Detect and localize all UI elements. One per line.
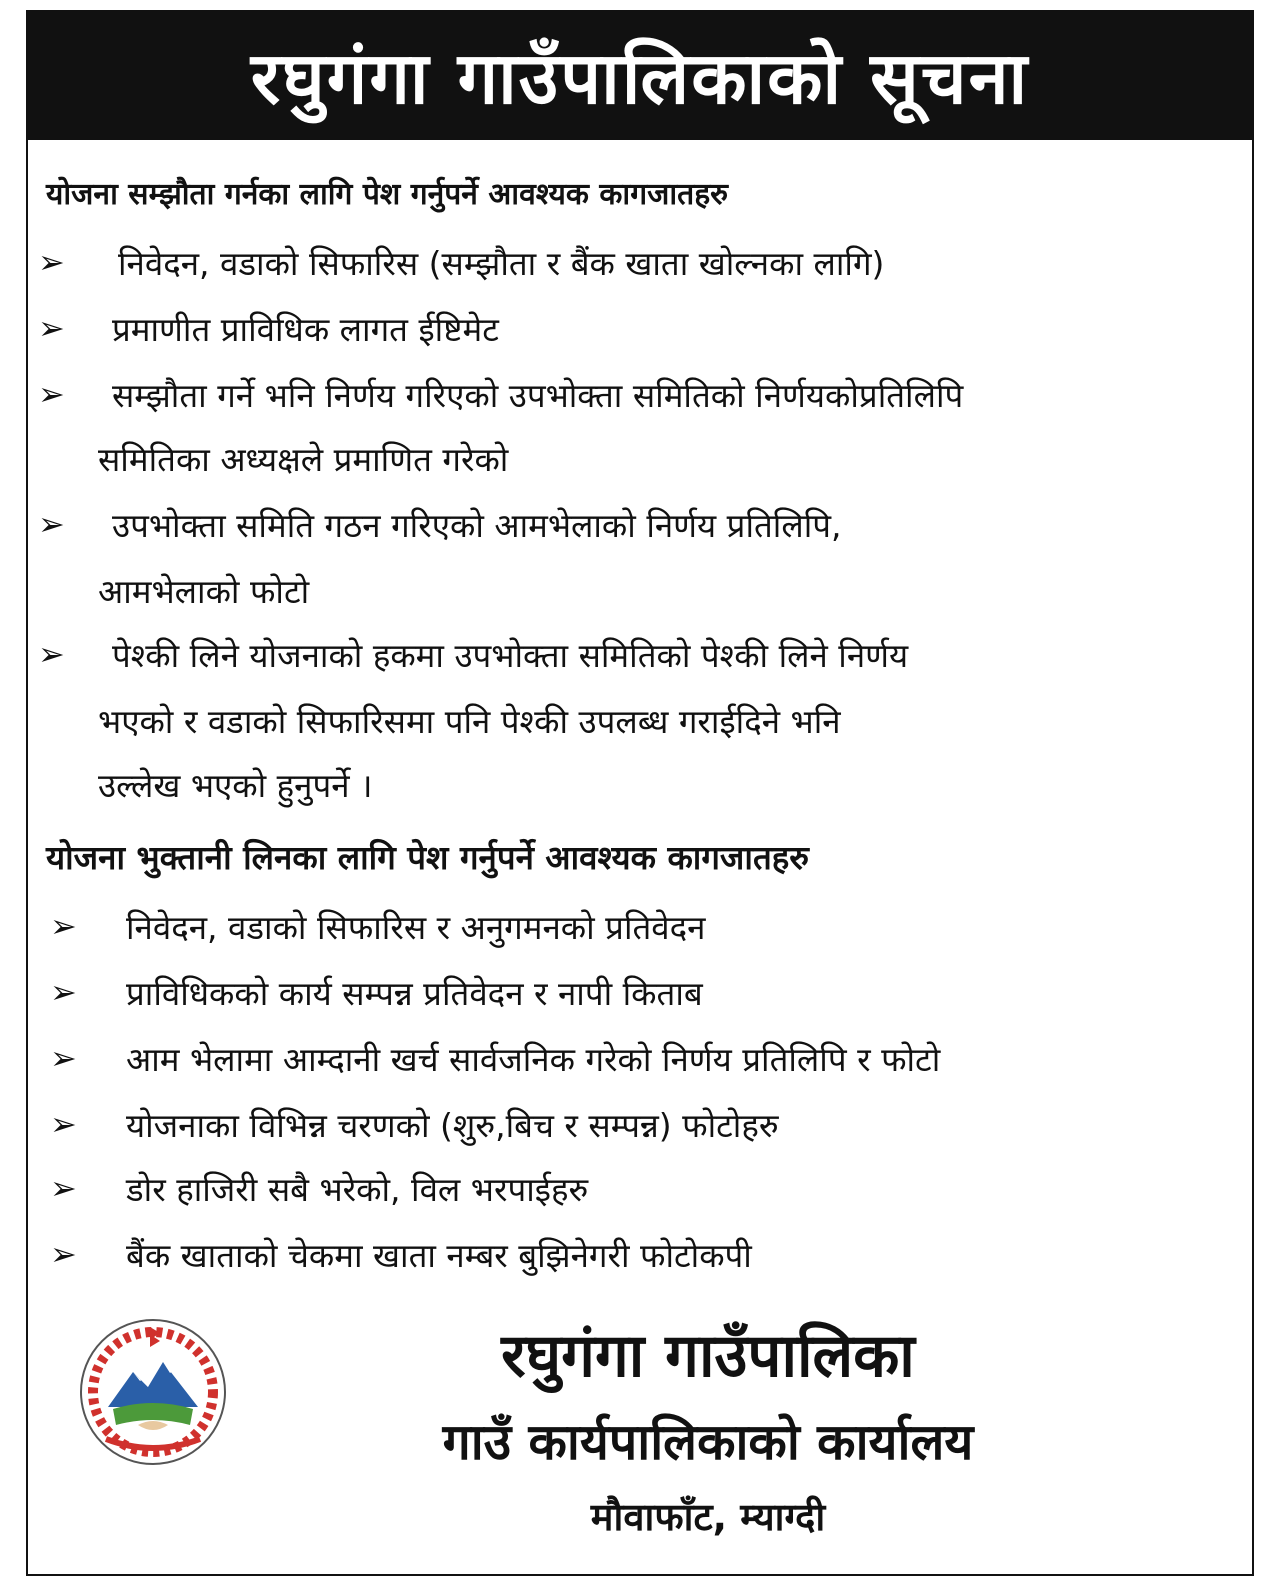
section1-item-3-line1: सम्झौता गर्ने भनि निर्णय गरिएको उपभोक्ता समितिको निर्णयकोप्रतिलिपि — [112, 376, 964, 415]
bullet-arrow-icon: ➢ — [50, 907, 77, 945]
section1-item-2: प्रमाणीत प्राविधिक लागत ईष्टिमेट — [112, 310, 499, 349]
section1-item-5-line1: पेश्की लिने योजनाको हकमा उपभोक्ता समितिको पेश्की लिने निर्णय — [112, 636, 909, 675]
section1-item-1: निवेदन, वडाको सिफारिस (सम्झौता र बैंक खाता खोल्नका लागि) — [118, 244, 885, 283]
section1-heading: योजना सम्झौता गर्नका लागि पेश गर्नुपर्ने आवश्यक कागजातहरु — [46, 177, 729, 212]
notice-title: रघुगंगा गाउँपालिकाको सूचना — [28, 12, 1252, 140]
section1-item-5-line3: उल्लेख भएको हुनुपर्ने । — [98, 766, 373, 805]
bullet-arrow-icon: ➢ — [50, 1105, 77, 1143]
bullet-arrow-icon: ➢ — [50, 1039, 77, 1077]
bullet-arrow-icon: ➢ — [50, 973, 77, 1011]
section1-item-4-line2: आमभेलाको फोटो — [98, 572, 310, 611]
nepal-emblem-icon — [78, 1317, 228, 1467]
bullet-arrow-icon: ➢ — [38, 505, 65, 543]
section1-item-4-line1: उपभोक्ता समिति गठन गरिएको आमभेलाको निर्णय प्रतिलिपि, — [112, 506, 842, 545]
office-address: मौवाफाँट, म्याग्दी — [590, 1495, 826, 1539]
section2-item-2: प्राविधिकको कार्य सम्पन्न प्रतिवेदन र नापी किताब — [126, 974, 703, 1013]
bullet-arrow-icon: ➢ — [38, 635, 65, 673]
section2-item-3: आम भेलामा आम्दानी खर्च सार्वजनिक गरेको निर्णय प्रतिलिपि र फोटो — [126, 1040, 941, 1079]
bullet-arrow-icon: ➢ — [38, 309, 65, 347]
section2-item-4: योजनाका विभिन्न चरणको (शुरु,बिच र सम्पन्न) फोटोहरु — [126, 1106, 779, 1145]
section2-item-5: डोर हाजिरी सबै भरेको, विल भरपाईहरु — [126, 1170, 589, 1209]
municipality-name: रघुगंगा गाउँपालिका — [501, 1321, 915, 1391]
section2-heading: योजना भुक्तानी लिनका लागि पेश गर्नुपर्ने आवश्यक कागजातहरु — [46, 838, 810, 877]
bullet-arrow-icon: ➢ — [50, 1169, 77, 1207]
office-name: गाउँ कार्यपालिकाको कार्यालय — [442, 1413, 974, 1471]
bullet-arrow-icon: ➢ — [38, 243, 65, 281]
section1-item-5-line2: भएको र वडाको सिफारिसमा पनि पेश्की उपलब्ध गराईदिने भनि — [98, 702, 841, 741]
section2-item-6: बैंक खाताको चेकमा खाता नम्बर बुझिनेगरी फोटोकपी — [126, 1236, 752, 1275]
section1-item-3-line2: समितिका अध्यक्षले प्रमाणित गरेको — [98, 440, 509, 479]
bullet-arrow-icon: ➢ — [38, 375, 65, 413]
section2-item-1: निवेदन, वडाको सिफारिस र अनुगमनको प्रतिवेदन — [126, 908, 706, 947]
notice-frame — [26, 10, 1254, 1576]
bullet-arrow-icon: ➢ — [50, 1235, 77, 1273]
